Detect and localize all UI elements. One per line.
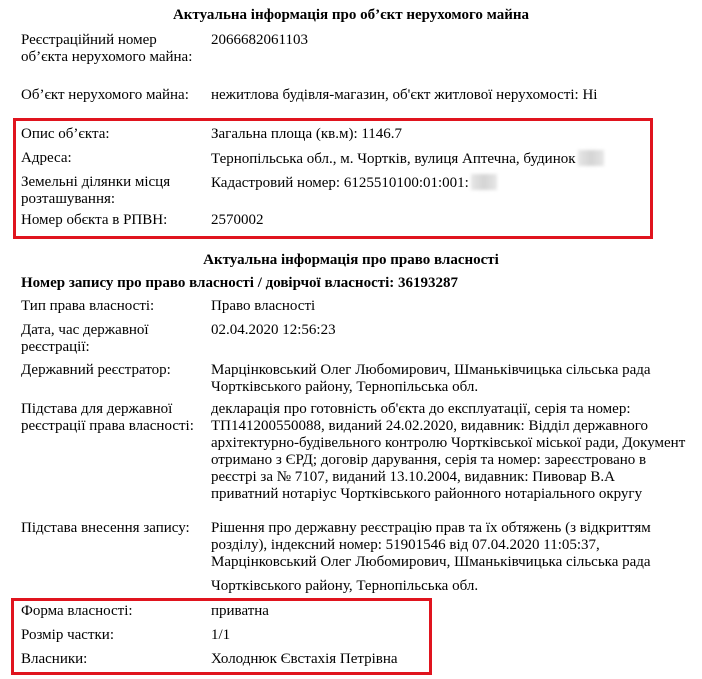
description-value: Загальна площа (кв.м): 1146.7 <box>211 126 403 142</box>
ownership-record-number: Номер запису про право власності / довірчої власності: 36193287 <box>21 275 459 291</box>
address-value <box>211 150 686 168</box>
registration-date-label: Дата, час державної реєстрації: <box>21 322 149 355</box>
redacted-cadastral-suffix <box>471 174 497 190</box>
rpvn-number-label: Номер обєкта в РПВН: <box>21 212 168 228</box>
land-plot-value <box>211 174 686 192</box>
redacted-house-number <box>578 150 604 166</box>
object-type-value: нежитлова будівля-магазин, об'єкт житлової нерухомості: Ні <box>211 87 598 103</box>
registration-number-label: Реєстраційний номер об’єкта нерухомого майна: <box>21 32 193 65</box>
entry-basis-label: Підстава внесення запису: <box>21 520 190 536</box>
share-size-label: Розмір частки: <box>21 627 114 643</box>
cadastral-text: Кадастровий номер: 6125510100:01:001: <box>211 175 469 191</box>
section1-title: Актуальна інформація про об’єкт нерухомого майна <box>172 7 530 23</box>
ownership-type-label: Тип права власності: <box>21 298 155 314</box>
registrar-label: Державний реєстратор: <box>21 362 171 378</box>
registration-basis-label: Підстава для державної реєстрації права власності: <box>21 401 194 434</box>
land-plot-label: Земельні ділянки місця розташування: <box>21 174 171 207</box>
owners-value: Холоднюк Євстахія Петрівна <box>211 651 398 667</box>
address-label: Адреса: <box>21 150 72 166</box>
owners-label: Власники: <box>21 651 88 667</box>
registration-date-value: 02.04.2020 12:56:23 <box>211 322 336 338</box>
share-size-value: 1/1 <box>211 627 231 643</box>
ownership-type-value: Право власності <box>211 298 316 314</box>
address-text: Тернопільська обл., м. Чортків, вулиця Аптечна, будинок <box>211 151 576 167</box>
entry-basis-value: Рішення про державну реєстрацію прав та їх обтяжень (з відкриттям розділу), індексний номер: 51901546 від 07.04.2020 11:05:37, Марцінковський Олег Любомирович, Шманьківчицька сільська рада <box>211 520 651 570</box>
rpvn-number-value: 2570002 <box>211 212 264 228</box>
entry-basis-continuation-value: Чортківського району, Тернопільська обл. <box>211 578 479 594</box>
ownership-form-label: Форма власності: <box>21 603 133 619</box>
registration-number-value: 2066682061103 <box>211 32 308 48</box>
section2-title: Актуальна інформація про право власності <box>203 252 499 268</box>
registrar-value: Марцінковський Олег Любомирович, Шманьківчицька сільська рада Чортківського району, Тернопільська обл. <box>211 362 651 395</box>
registration-basis-value: декларація про готовність об'єкта до експлуатації, серія та номер: ТП141200550088, виданий 24.02.2020, видавник: Відділ державного архітектурно-будівельного контролю Чортківської міської ради, Документ отримано з ЄРД; договір дарування, серія та номер: зареєстровано в реєстрі за № 7107, виданий 13.10.2004, видавник: Пивовар В.А приватний нотаріус Чортківського районного нотаріального округу <box>211 401 686 502</box>
object-type-label: Об’єкт нерухомого майна: <box>21 87 189 103</box>
ownership-form-value: приватна <box>211 603 269 619</box>
description-label: Опис об’єкта: <box>21 126 110 142</box>
